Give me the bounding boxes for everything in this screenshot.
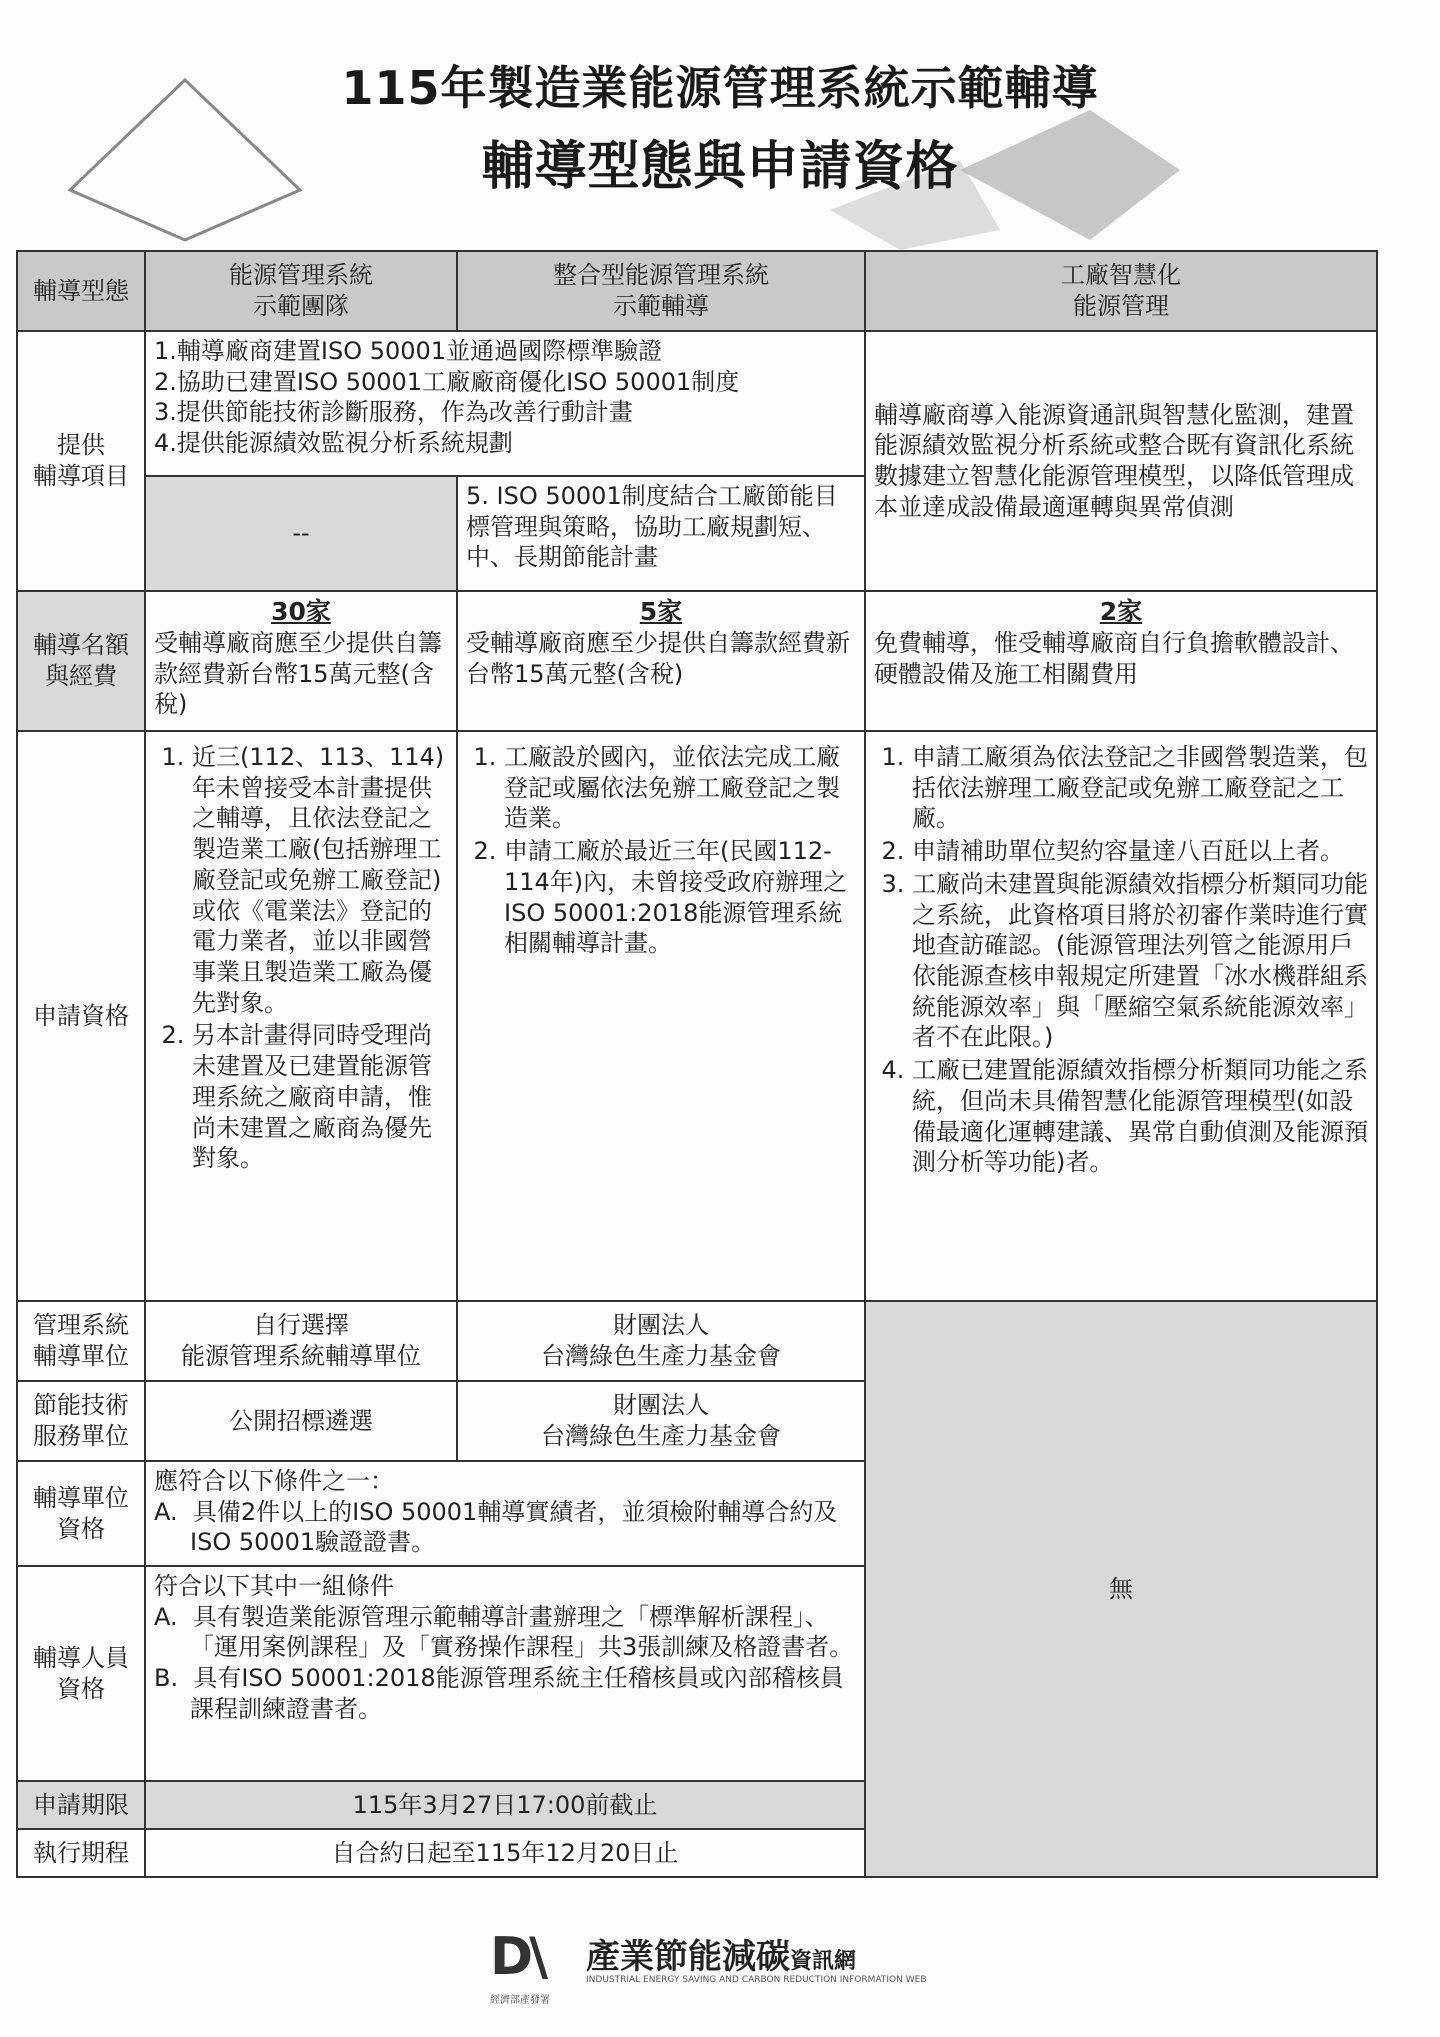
qualification-item: 1. 近三(112、113、114)年未曾接受本計畫提供之輔導，且依法登記之製造業工廠(包括辦理工廠登記或免辦工廠登記)或依《電業法》登記的電力業者，並以非國營事業且製造業工廠為優先對象。 — [192, 742, 448, 1018]
tech-unit-team: 公開招標遴選 — [145, 1381, 457, 1461]
item-4: 4.提供能源績效監視分析系統規劃 — [154, 429, 513, 458]
qualification-item: 3. 工廠尚未建置與能源績效指標分析類同功能之系統，此資格項目將於初審作業時進行實地查訪確認。(能源管理法列管之能源用戶依能源查核申報規定所建置「冰水機群組系統能源效率」與「壓縮空氣系統能源效率」者不在此限。) — [912, 869, 1368, 1053]
unit-qual-item: A. 具備2件以上的ISO 50001輔導實績者，並須檢附輔導合約及ISO 50001驗證證書。 — [154, 1497, 838, 1557]
logo-caption: 經濟部產發署 — [490, 1995, 550, 2006]
unit-qual — [145, 1461, 865, 1566]
qualification-item: 2. 申請補助單位契約容量達八百瓩以上者。 — [912, 836, 1368, 867]
deadline-value: 115年3月27日17:00前截止 — [145, 1781, 865, 1829]
quota-smart — [865, 591, 1377, 731]
mgmt-unit-team: 自行選擇 能源管理系統輔導單位 — [145, 1301, 457, 1381]
quota-text: 受輔導廠商應至少提供自籌款經費新台幣15萬元整(含稅) — [154, 629, 442, 719]
quota-count: 5家 — [639, 597, 683, 626]
qualification-item: 4. 工廠已建置能源績效指標分析類同功能之系統，但尚未具備智慧化能源管理模型(如設備最適化運轉建議、異常自動偵測及能源預測分析等功能)者。 — [912, 1055, 1368, 1178]
items-smart: 輔導廠商導入能源資通訊與智慧化監測，建置能源績效監視分析系統或整合既有資訊化系統數據建立智慧化能源管理模型，以降低管理成本並達成設備最適運轉與異常偵測 — [865, 331, 1377, 591]
quota-count: 2家 — [1099, 597, 1143, 626]
page-subtitle: 輔導型態與申請資格 — [481, 137, 959, 197]
qualification-team — [145, 731, 457, 1301]
quota-text: 受輔導廠商應至少提供自籌款經費新台幣15萬元整(含稅) — [466, 629, 850, 688]
row-label-tech-unit: 節能技術 服務單位 — [17, 1381, 145, 1461]
unit-qual-intro: 應符合以下條件之一： — [154, 1467, 394, 1495]
guidance-table — [16, 250, 1378, 1878]
items-shared — [145, 331, 865, 476]
logo-mark-icon: D\ — [490, 1927, 545, 1987]
header-row — [17, 251, 1377, 331]
staff-qual-intro: 符合以下其中一組條件 — [154, 1572, 394, 1600]
row-label-items: 提供 輔導項目 — [17, 331, 145, 591]
quota-text: 免費輔導，惟受輔導廠商自行負擔軟體設計、硬體設備及施工相關費用 — [874, 629, 1354, 688]
quota-integrated — [457, 591, 865, 731]
column-header-integrated: 整合型能源管理系統 示範輔導 — [457, 251, 865, 331]
mgmt-unit-integrated: 財團法人 台灣綠色生產力基金會 — [457, 1301, 865, 1381]
tech-unit-integrated: 財團法人 台灣綠色生產力基金會 — [457, 1381, 865, 1461]
staff-qual-item: B. 具有ISO 50001:2018能源管理系統主任稽核員或內部稽核員課程訓練證書者。 — [154, 1664, 844, 1723]
row-label-deadline: 申請期限 — [17, 1781, 145, 1829]
item-1: 1.輔導廠商建置ISO 50001並通過國際標準驗證 — [154, 337, 663, 365]
row-label-quota: 輔導名額 與經費 — [17, 591, 145, 731]
items-integrated-extra: 5. ISO 50001制度結合工廠節能目標管理與策略，協助工廠規劃短、中、長期節能計畫 — [457, 476, 865, 591]
column-header-team: 能源管理系統 示範團隊 — [145, 251, 457, 331]
row-label-period: 執行期程 — [17, 1829, 145, 1877]
qualification-item: 2. 申請工廠於最近三年(民國112-114年)內，未曾接受政府辦理之ISO 50001:2018能源管理系統相關輔導計畫。 — [504, 836, 856, 959]
quota-team — [145, 591, 457, 731]
staff-qual — [145, 1566, 865, 1781]
qualification-integrated — [457, 731, 865, 1301]
items-team-extra: -- — [145, 476, 457, 591]
row-label-staff-qual: 輔導人員 資格 — [17, 1566, 145, 1781]
qualification-smart — [865, 731, 1377, 1301]
staff-qual-item: A. 具有製造業能源管理示範輔導計畫辦理之「標準解析課程」、「運用案例課程」及「實務操作課程」共3張訓練及格證書者。 — [154, 1602, 854, 1662]
footer-logo — [490, 1925, 930, 2005]
site-name-en: INDUSTRIAL ENERGY SAVING AND CARBON REDUCTION INFORMATION WEB — [586, 1975, 927, 1985]
site-name: 產業節能減碳資訊網 — [586, 1937, 857, 1977]
period-value: 自合約日起至115年12月20日止 — [145, 1829, 865, 1877]
row-label-mgmt-unit: 管理系統 輔導單位 — [17, 1301, 145, 1381]
row-label-unit-qual: 輔導單位 資格 — [17, 1461, 145, 1566]
item-3: 3.提供節能技術診斷服務，作為改善行動計畫 — [154, 398, 633, 427]
row-label-qualification: 申請資格 — [17, 731, 145, 1301]
column-header-smart: 工廠智慧化 能源管理 — [865, 251, 1377, 331]
page-title: 115年製造業能源管理系統示範輔導 — [341, 61, 1099, 115]
item-2: 2.協助已建置ISO 50001工廠廠商優化ISO 50001制度 — [154, 367, 740, 396]
qualification-item: 1. 工廠設於國內，並依法完成工廠登記或屬依法免辦工廠登記之製造業。 — [504, 742, 856, 834]
quota-count: 30家 — [271, 597, 331, 626]
row-label-type: 輔導型態 — [17, 251, 145, 331]
qualification-item: 2. 另本計畫得同時受理尚未建置及已建置能源管理系統之廠商申請，惟尚未建置之廠商為優先對象。 — [192, 1020, 448, 1174]
qualification-item: 1. 申請工廠須為依法登記之非國營製造業，包括依法辦理工廠登記或免辦工廠登記之工廠。 — [912, 742, 1368, 834]
smart-none-cell: 無 — [865, 1301, 1377, 1877]
